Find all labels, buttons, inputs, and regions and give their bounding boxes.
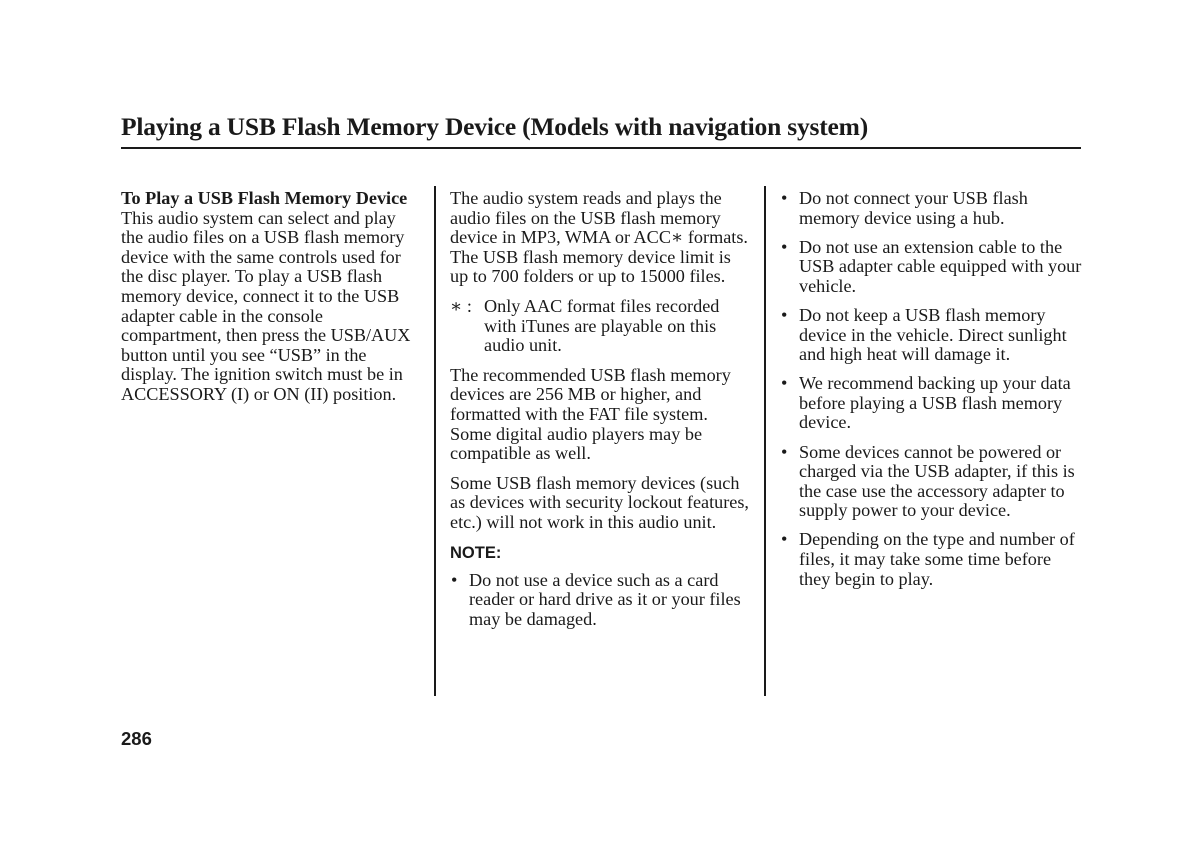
column-1 [121,189,421,415]
intro-paragraph: This audio system can select and play the audio files on a USB flash memory device with the same controls used for the disc player. To play a USB flash memory device, connect it to the USB adapter cable in the console compartment, then press the USB/AUX button until you see “USB” in the display. The ignition switch must be in ACCESSORY (I) or ON (II) position. [121,207,411,404]
list-item [780,238,1085,297]
footnote-text: Only AAC format files recorded with iTunes are playable on this audio unit. [484,295,720,356]
bullet-icon: • [781,236,788,257]
list-item-text: Do not connect your USB flash memory device using a hub. [799,188,1028,228]
column-3 [780,189,1085,599]
note-item [450,571,752,630]
title-rule [121,147,1081,149]
list-item [780,189,1085,228]
bullet-icon: • [781,441,788,462]
bullet-icon: • [451,569,458,590]
page-number: 286 [121,728,152,749]
list-item-text: Do not use an extension cable to the USB adapter cable equipped with your vehicle. [799,236,1082,296]
bullet-icon: • [781,373,788,394]
list-item [780,306,1085,365]
bullet-icon: • [781,304,788,325]
note-item-text: Do not use a device such as a card reader or hard drive as it or your files may be damaged. [469,569,741,629]
page-title: Playing a USB Flash Memory Device (Models with navigation system) [121,112,868,141]
column-divider-left [434,186,436,696]
incompatible-devices-paragraph: Some USB flash memory devices (such as devices with security lockout features, etc.) will not work in this audio unit. [450,472,749,532]
note-label: NOTE: [450,543,502,562]
column-2 [450,189,752,639]
footnote [450,297,752,356]
recommended-devices-paragraph: The recommended USB flash memory devices are 256 MB or higher, and formatted with the FAT file system. Some digital audio players may be compatible as well. [450,364,731,464]
list-item-text: Depending on the type and number of files, it may take some time before they begin to play. [799,529,1075,589]
list-item [780,443,1085,521]
list-item [780,530,1085,589]
column-divider-right [764,186,766,696]
list-item-text: Some devices cannot be powered or charged via the USB adapter, if this is the case use the accessory adapter to supply power to your device. [799,441,1075,521]
bullet-icon: • [781,188,788,208]
note-list [450,571,752,630]
precautions-list [780,189,1085,589]
section-heading: To Play a USB Flash Memory Device [121,188,408,208]
list-item [780,374,1085,433]
footnote-mark: ∗ : [450,295,472,316]
formats-paragraph: The audio system reads and plays the audio files on the USB flash memory device in MP3, WMA or ACC∗ formats. The USB flash memory device limit is up to 700 folders or up to 15000 files. [450,188,748,287]
list-item-text: Do not keep a USB flash memory device in the vehicle. Direct sunlight and high heat will damage it. [799,304,1067,365]
list-item-text: We recommend backing up your data before playing a USB flash memory device. [799,373,1071,433]
bullet-icon: • [781,529,788,550]
